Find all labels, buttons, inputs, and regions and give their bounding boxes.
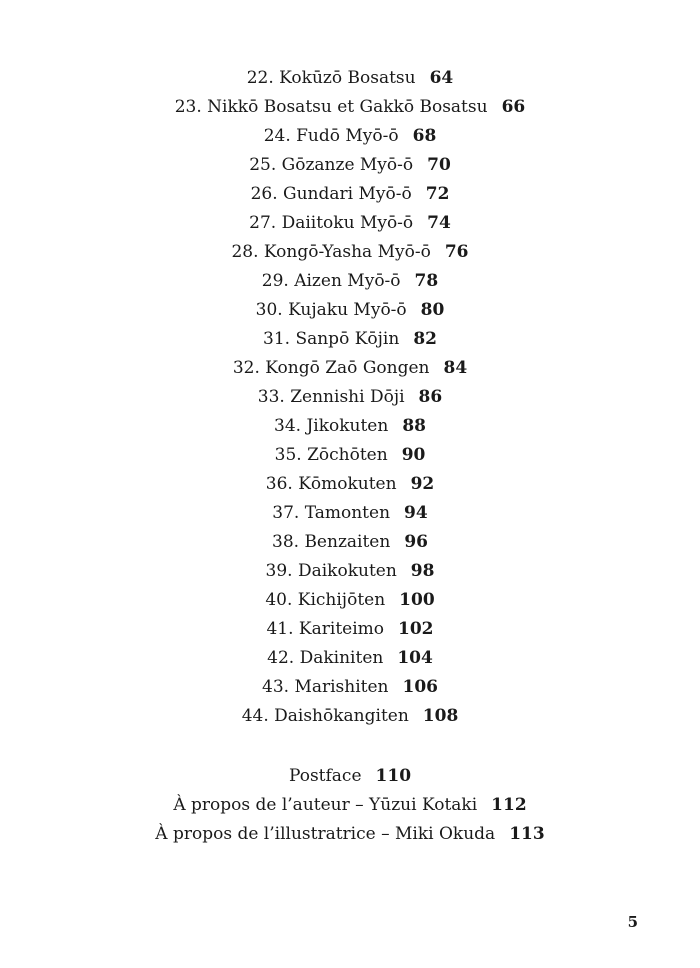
toc-entry-title: 36. Kōmokuten bbox=[265, 474, 397, 494]
toc-entry-page: 96 bbox=[404, 532, 428, 552]
toc-entry-page: 90 bbox=[401, 445, 426, 465]
toc-entry[interactable] bbox=[0, 209, 700, 238]
toc-entry-about-author[interactable] bbox=[0, 791, 700, 820]
toc-entry[interactable] bbox=[0, 180, 700, 209]
toc-entry-title: 26. Gundari Myō-ō bbox=[250, 184, 412, 204]
toc-entry-page: 82 bbox=[413, 329, 437, 349]
toc-entry[interactable] bbox=[0, 673, 700, 702]
toc-entry-page: 64 bbox=[429, 68, 454, 88]
toc-entry-page: 112 bbox=[491, 795, 527, 815]
toc-entry-page: 104 bbox=[397, 648, 433, 668]
toc-entry-title: 24. Fudō Myō-ō bbox=[263, 126, 399, 146]
toc-entry-title: À propos de l’auteur – Yūzui Kotaki bbox=[173, 795, 478, 815]
toc-entry-page: 100 bbox=[399, 590, 435, 610]
toc-entry-page: 102 bbox=[398, 619, 434, 639]
toc-entry-page: 70 bbox=[427, 155, 451, 175]
toc-entry-title: 28. Kongō-Yasha Myō-ō bbox=[231, 242, 431, 262]
toc-entry[interactable] bbox=[0, 644, 700, 673]
toc-entry-page: 86 bbox=[418, 387, 443, 407]
toc-entry-page: 84 bbox=[443, 358, 468, 378]
toc-entry[interactable] bbox=[0, 499, 700, 528]
toc-entry[interactable] bbox=[0, 528, 700, 557]
toc-entry-about-illustrator[interactable] bbox=[0, 820, 700, 849]
toc-entry-page: 110 bbox=[375, 766, 412, 786]
toc-entry-page: 72 bbox=[425, 184, 450, 204]
toc-entry-title: 38. Benzaiten bbox=[272, 532, 391, 552]
toc-entry-title: 43. Marishiten bbox=[262, 677, 389, 697]
toc-entry[interactable] bbox=[0, 470, 700, 499]
toc-entry-title: 37. Tamonten bbox=[272, 503, 391, 523]
toc-entry-title: À propos de l’illustratrice – Miki Okuda bbox=[155, 824, 496, 844]
toc-entry-page: 78 bbox=[414, 271, 439, 291]
toc-entry-title: Postface bbox=[288, 766, 362, 786]
toc-entry[interactable] bbox=[0, 441, 700, 470]
page-number: 5 bbox=[627, 913, 638, 931]
toc-entry-title: 27. Daiitoku Myō-ō bbox=[249, 213, 414, 233]
toc-entry-title: 41. Kariteimo bbox=[266, 619, 385, 639]
toc-entry-title: 32. Kongō Zaō Gongen bbox=[232, 358, 430, 378]
toc-entry[interactable] bbox=[0, 267, 700, 296]
toc-entry-page: 106 bbox=[402, 677, 438, 697]
toc-entry-title: 22. Kokūzō Bosatsu bbox=[246, 68, 416, 88]
toc-entry-page: 74 bbox=[427, 213, 451, 233]
toc-entry-page: 98 bbox=[410, 561, 435, 581]
toc-entry[interactable] bbox=[0, 238, 700, 267]
toc-entry[interactable] bbox=[0, 383, 700, 412]
table-of-contents bbox=[0, 64, 700, 731]
toc-entry-title: 31. Sanpō Kōjin bbox=[263, 329, 400, 349]
toc-entry-page: 94 bbox=[404, 503, 428, 523]
toc-entry-title: 25. Gōzanze Myō-ō bbox=[249, 155, 414, 175]
toc-entry-page: 80 bbox=[420, 300, 445, 320]
toc-entry[interactable] bbox=[0, 325, 700, 354]
toc-entry-page: 76 bbox=[444, 242, 469, 262]
toc-entry[interactable] bbox=[0, 151, 700, 180]
toc-entry[interactable] bbox=[0, 557, 700, 586]
toc-entry-title: 44. Daishōkangiten bbox=[241, 706, 409, 726]
toc-entry[interactable] bbox=[0, 122, 700, 151]
toc-entry[interactable] bbox=[0, 615, 700, 644]
toc-entry-title: 33. Zennishi Dōji bbox=[257, 387, 405, 407]
toc-entry[interactable] bbox=[0, 354, 700, 383]
toc-entry[interactable] bbox=[0, 412, 700, 441]
toc-entry-title: 42. Dakiniten bbox=[267, 648, 384, 668]
toc-entry-title: 35. Zōchōten bbox=[274, 445, 388, 465]
toc-entry[interactable] bbox=[0, 702, 700, 731]
toc-entry-page: 68 bbox=[412, 126, 437, 146]
toc-entry-title: 40. Kichijōten bbox=[265, 590, 386, 610]
toc-entry[interactable] bbox=[0, 64, 700, 93]
toc-entry-title: 30. Kujaku Myō-ō bbox=[255, 300, 407, 320]
toc-entry[interactable] bbox=[0, 586, 700, 615]
toc-entry-title: 34. Jikokuten bbox=[274, 416, 389, 436]
toc-entry[interactable] bbox=[0, 93, 700, 122]
toc-back-matter bbox=[0, 762, 700, 849]
toc-entry-page: 113 bbox=[509, 824, 545, 844]
toc-entry-title: 39. Daikokuten bbox=[265, 561, 397, 581]
toc-entry-title: 29. Aizen Myō-ō bbox=[261, 271, 401, 291]
toc-entry-page: 92 bbox=[410, 474, 435, 494]
toc-entry-postface[interactable] bbox=[0, 762, 700, 791]
toc-entry-page: 108 bbox=[422, 706, 459, 726]
toc-entry-page: 88 bbox=[402, 416, 426, 436]
toc-entry[interactable] bbox=[0, 296, 700, 325]
toc-entry-page: 66 bbox=[501, 97, 526, 117]
toc-entry-title: 23. Nikkō Bosatsu et Gakkō Bosatsu bbox=[174, 97, 488, 117]
